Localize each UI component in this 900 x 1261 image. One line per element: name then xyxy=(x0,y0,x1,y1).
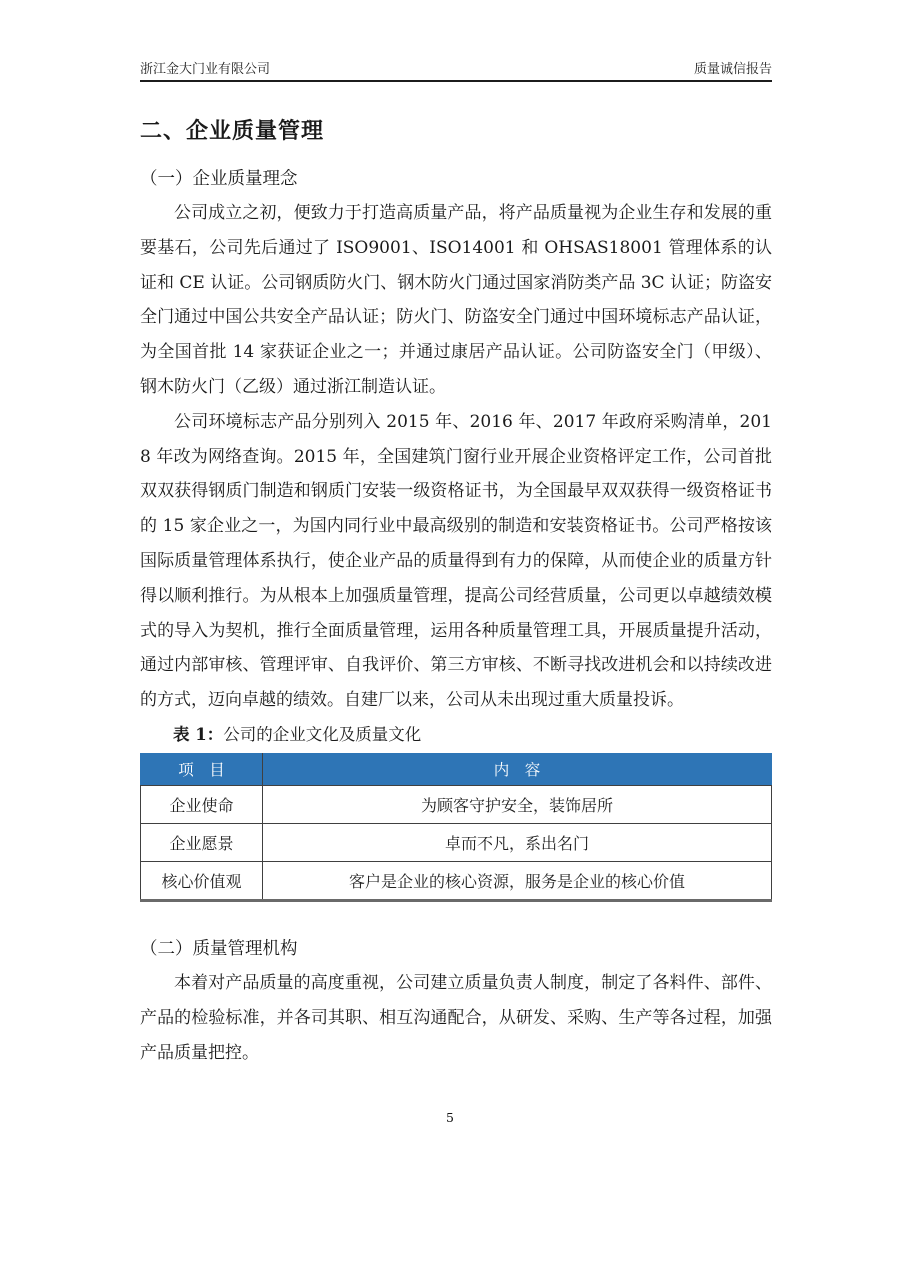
row-label-core-values: 核心价值观 xyxy=(141,861,263,900)
table-row xyxy=(141,785,772,823)
header-report-title: 质量诚信报告 xyxy=(693,62,772,77)
page-title: 二、企业质量管理 xyxy=(140,118,325,144)
row-label-mission: 企业使命 xyxy=(141,785,263,823)
paragraph-quality-certifications: 公司成立之初，便致力于打造高质量产品，将产品质量视为企业生存和发展的重要基石，公司先后通过了 ISO9001、ISO14001 和 OHSAS18001 管理体系的认证和 CE 认证。公司钢质防火门、钢木防火门通过国家消防类产品 3C 认证；防盗安全门通过中国公共安全产品认证；防火门、防盗安全门通过中国环境标志产品认证，为全国首批 14 家获证企业之一；并通过康居产品认证。公司防盗安全门（甲级）、钢木防火门（乙级）通过浙江制造认证。 xyxy=(140,203,772,397)
paragraph-quality-org: 本着对产品质量的高度重视，公司建立质量负责人制度，制定了各料件、部件、产品的检验标准，并各司其职、相互沟通配合，从研发、采购、生产等各过程，加强产品质量把控。 xyxy=(140,972,772,1063)
header-company-name: 浙江金大门业有限公司 xyxy=(140,62,271,77)
culture-table xyxy=(140,753,772,902)
table-header-row xyxy=(141,753,772,785)
row-value-mission: 为顾客守护安全，装饰居所 xyxy=(263,785,772,823)
table-header-item: 项 目 xyxy=(141,753,263,785)
row-label-vision: 企业愿景 xyxy=(141,823,263,861)
table-caption-label: 表 1： xyxy=(173,724,224,744)
section-heading-quality-philosophy: （一）企业质量理念 xyxy=(140,169,298,189)
table-header-content: 内 容 xyxy=(263,753,772,785)
table-caption xyxy=(140,723,772,747)
table-row xyxy=(141,861,772,900)
table-caption-text: 公司的企业文化及质量文化 xyxy=(223,724,422,744)
page-content xyxy=(140,118,772,1070)
row-value-core-values: 客户是企业的核心资源，服务是企业的核心价值 xyxy=(263,861,772,900)
table-row xyxy=(141,823,772,861)
paragraph-quality-management: 公司环境标志产品分别列入 2015 年、2016 年、2017 年政府采购清单，2018 年改为网络查询。2015 年，全国建筑门窗行业开展企业资格评定工作，公司首批双双获得钢质门制造和钢质门安装一级资格证书，为全国最早双双获得一级资格证书的 15 家企业之一，为国内同行业中最高级别的制造和安装资格证书。公司严格按该国际质量管理体系执行，使企业产品的质量得到有力的保障，从而使企业的质量方针得以顺利推行。为从根本上加强质量管理，提高公司经营质量，公司更以卓越绩效模式的导入为契机，推行全面质量管理，运用各种质量管理工具，开展质量提升活动，通过内部审核、管理评审、自我评价、第三方审核、不断寻找改进机会和以持续改进的方式，迈向卓越的绩效。自建厂以来，公司从未出现过重大质量投诉。 xyxy=(140,411,772,711)
row-value-vision: 卓而不凡，系出名门 xyxy=(263,823,772,861)
section-heading-quality-org: （二）质量管理机构 xyxy=(140,938,298,959)
doc-header xyxy=(140,0,772,82)
page-number: 5 xyxy=(446,1110,454,1126)
